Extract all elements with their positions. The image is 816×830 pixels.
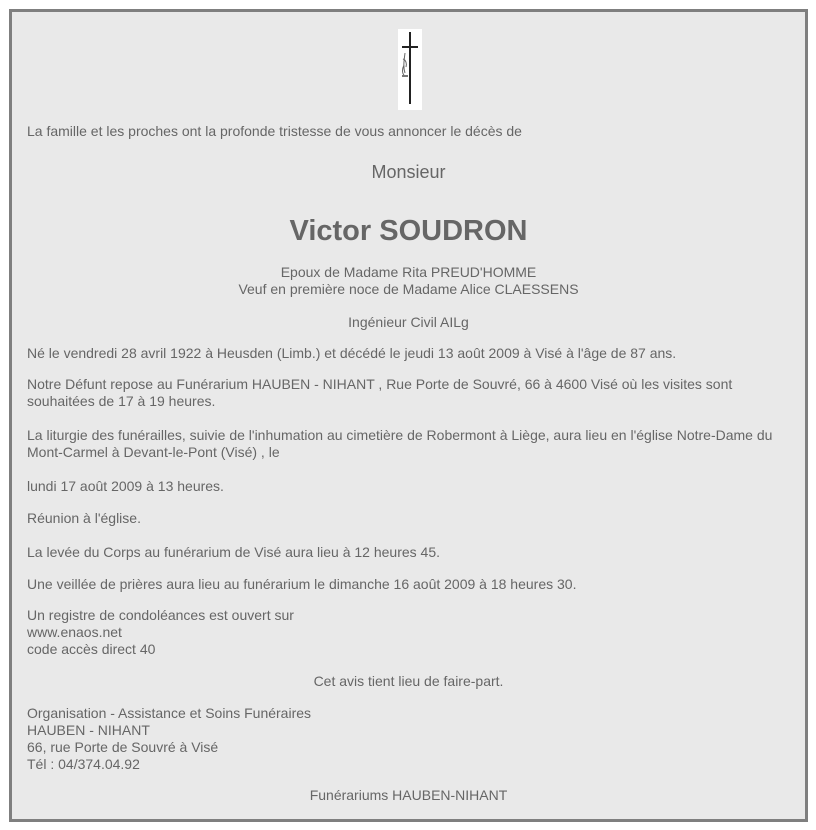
emblem [398,29,422,110]
spouse-line-1: Epoux de Madame Rita PREUD'HOMME [280,264,537,280]
footer-text: Funérariums HAUBEN-NIHANT [309,787,508,803]
registry-line-1: Un registre de condoléances est ouvert sur [27,607,294,623]
repose-text: Notre Défunt repose au Funérarium HAUBEN - NIHANT , Rue Porte de Souvré, 66 à 4600 Visé où les visites sont souhaitées de 17 à 19 heures. [27,376,733,409]
salutation: Monsieur [371,162,446,182]
registry-code: code accès direct 40 [27,641,156,657]
meeting-text: Réunion à l'église. [27,510,141,526]
organisation-line-1: Organisation - Assistance et Soins Funéraires [27,705,312,721]
notice-text: Cet avis tient lieu de faire-part. [313,673,504,689]
cross-icon [398,29,422,110]
liturgy-text: La liturgie des funérailles, suivie de l'inhumation au cimetière de Robermont à Liège, aura lieu en l'église Notre-Dame du Mont-Carmel à Devant-le-Pont (Visé) , le [27,427,773,460]
ceremony-date: lundi 17 août 2009 à 13 heures. [27,478,224,494]
deceased-name: Victor SOUDRON [289,215,528,247]
organisation-phone: Tél : 04/374.04.92 [27,756,140,772]
levee-text: La levée du Corps au funérarium de Visé aura lieu à 12 heures 45. [27,544,441,560]
vigil-text: Une veillée de prières aura lieu au funérarium le dimanche 16 août 2009 à 18 heures 30. [27,576,577,592]
intro-text: La famille et les proches ont la profonde tristesse de vous annoncer le décès de [27,123,522,139]
obituary-card [9,9,808,822]
profession: Ingénieur Civil AILg [348,314,469,330]
organisation-line-2: HAUBEN - NIHANT [27,722,150,738]
birth-death-text: Né le vendredi 28 avril 1922 à Heusden (Limb.) et décédé le jeudi 13 août 2009 à Visé à l'âge de 87 ans. [27,345,677,361]
registry-link[interactable]: www.enaos.net [27,624,122,640]
organisation-line-3: 66, rue Porte de Souvré à Visé [27,739,219,755]
spouse-line-2: Veuf en première noce de Madame Alice CLAESSENS [238,281,579,297]
